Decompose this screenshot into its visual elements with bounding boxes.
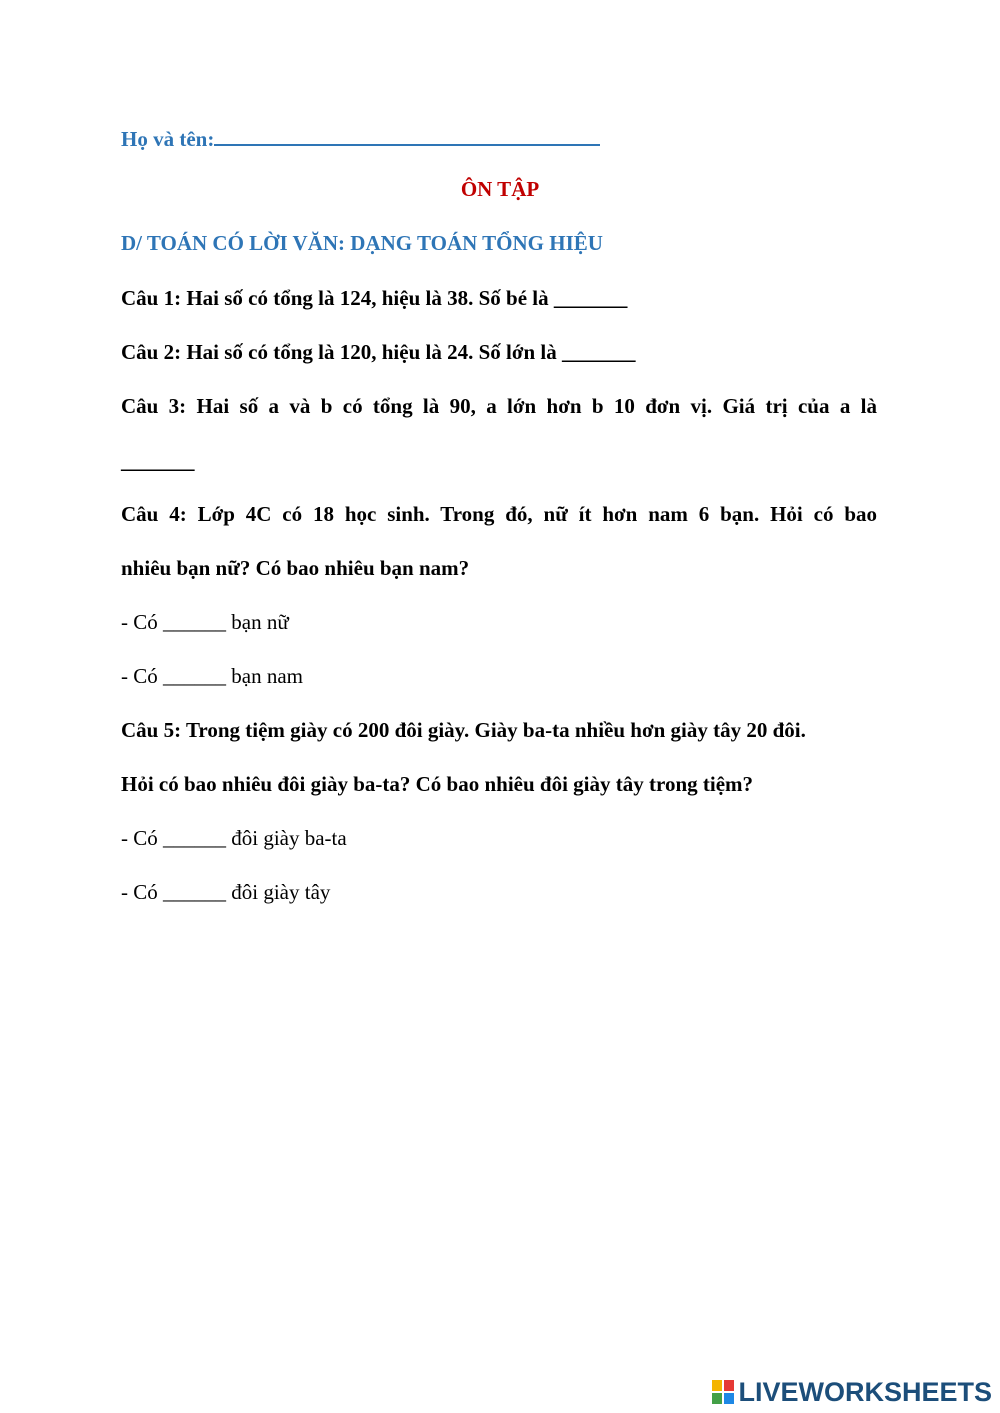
page-title: ÔN TẬP: [460, 177, 540, 201]
question-4-line-1: Câu 4: Lớp 4C có 18 học sinh. Trong đó, nữ ít hơn nam 6 bạn. Hỏi có bao: [121, 502, 877, 526]
question-4-answer-girls[interactable]: - Có ______ bạn nữ: [121, 610, 289, 634]
question-4-line-2: nhiêu bạn nữ? Có bao nhiêu bạn nam?: [121, 556, 470, 580]
question-4-answer-boys[interactable]: - Có ______ bạn nam: [121, 664, 303, 688]
question-2: Câu 2: Hai số có tổng là 120, hiệu là 24. Số lớn là _______: [121, 340, 636, 364]
section-heading: D/ TOÁN CÓ LỜI VĂN: DẠNG TOÁN TỔNG HIỆU: [121, 231, 603, 255]
question-5-line-2: Hỏi có bao nhiêu đôi giày ba-ta? Có bao nhiêu đôi giày tây trong tiệm?: [121, 772, 754, 796]
name-blank-line[interactable]: [214, 124, 600, 146]
liveworksheets-logo-icon: [712, 1380, 734, 1404]
question-5-answer-bata[interactable]: - Có ______ đôi giày ba-ta: [121, 826, 347, 850]
name-field-row: [121, 124, 600, 151]
liveworksheets-logo: [712, 1377, 992, 1407]
question-3-answer-blank[interactable]: _______: [121, 449, 195, 473]
question-5-line-1: Câu 5: Trong tiệm giày có 200 đôi giày. Giày ba-ta nhiều hơn giày tây 20 đôi.: [121, 718, 806, 742]
question-3-line-1: Câu 3: Hai số a và b có tổng là 90, a lớn hơn b 10 đơn vị. Giá trị của a là: [121, 394, 877, 418]
name-label: Họ và tên:: [121, 127, 215, 151]
logo-text: LIVEWORKSHEETS: [738, 1377, 992, 1407]
question-1: Câu 1: Hai số có tổng là 124, hiệu là 38. Số bé là _______: [121, 286, 628, 310]
question-5-answer-tay[interactable]: - Có ______ đôi giày tây: [121, 880, 331, 904]
